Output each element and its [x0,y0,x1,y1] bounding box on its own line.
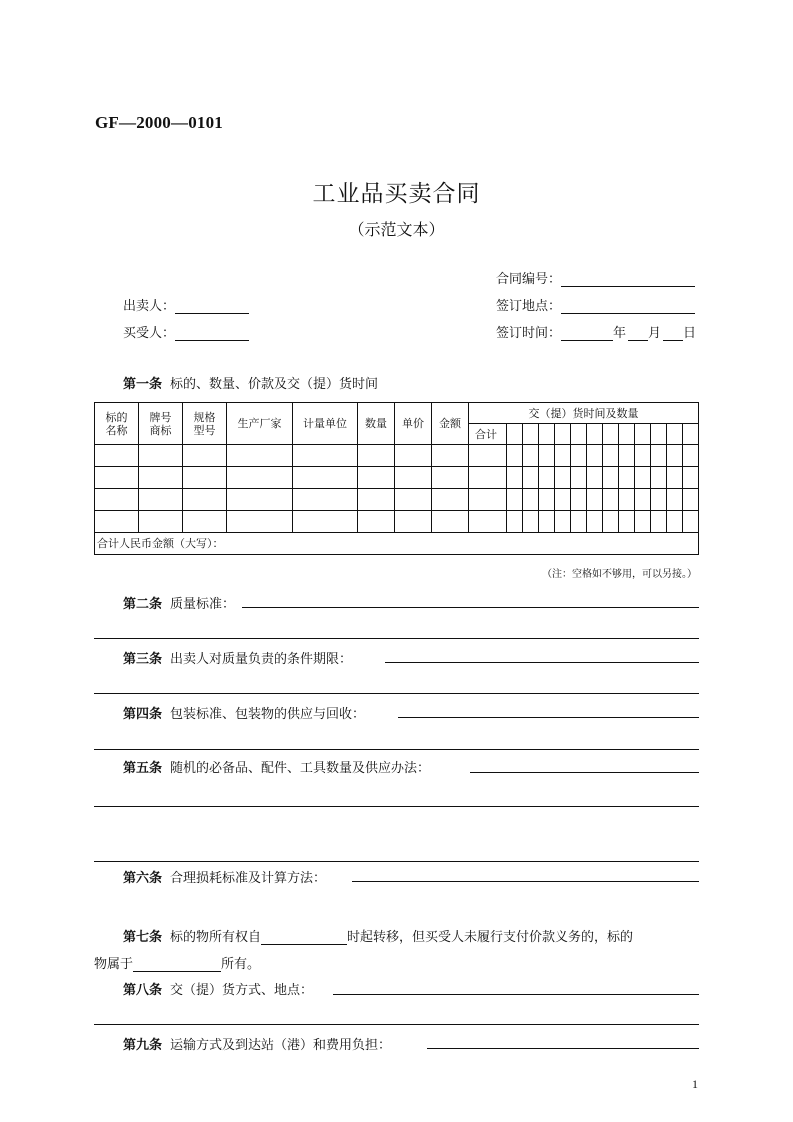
article-4-blank[interactable] [398,717,699,718]
header-qty: 数量 [358,403,395,445]
sign-time-field[interactable] [496,322,696,341]
date-cell[interactable] [555,424,571,445]
article-2-number: 第二条 [123,597,163,612]
table-cell[interactable] [507,511,523,533]
article-9-number: 第九条 [123,1038,163,1053]
date-cell[interactable] [571,424,587,445]
table-row [95,467,699,489]
table-row [95,445,699,467]
header-delivery: 交（提）货时间及数量 [469,403,699,424]
table-cell[interactable] [539,445,555,467]
table-cell[interactable] [227,511,293,533]
table-cell[interactable] [683,445,699,467]
seller-label: 出卖人： [123,299,176,314]
article-7-line-2 [94,953,260,972]
table-cell[interactable] [95,445,139,467]
table-cell[interactable] [667,489,683,511]
table-cell[interactable] [469,489,507,511]
contract-no-blank[interactable] [561,272,695,287]
table-cell[interactable] [95,511,139,533]
buyer-label: 买受人： [123,326,176,341]
table-cell[interactable] [539,489,555,511]
table-cell[interactable] [432,489,469,511]
page-number: 1 [692,1077,698,1091]
table-cell[interactable] [683,511,699,533]
table-cell[interactable] [651,511,667,533]
article-4 [123,703,365,722]
article-3-blank-line[interactable] [94,693,699,694]
table-cell[interactable] [432,511,469,533]
table-cell[interactable] [293,489,358,511]
table-cell[interactable] [95,489,139,511]
table-cell[interactable] [555,445,571,467]
article-3-number: 第三条 [123,652,163,667]
article-1 [123,373,378,392]
table-cell[interactable] [395,489,432,511]
table-cell[interactable] [587,467,603,489]
article-7 [123,926,633,945]
article-8-text: 交（提）货方式、地点： [170,983,314,998]
table-cell[interactable] [619,511,635,533]
table-cell[interactable] [587,511,603,533]
table-cell[interactable] [587,489,603,511]
table-cell[interactable] [539,511,555,533]
article-9-blank[interactable] [427,1048,699,1049]
table-row [95,511,699,533]
article-2 [123,593,235,612]
table-cell[interactable] [619,489,635,511]
table-cell[interactable] [358,445,395,467]
article-7-text-a: 标的物所有权自 [170,930,262,945]
table-cell[interactable] [571,511,587,533]
article-6 [123,867,326,886]
owner-blank[interactable] [133,957,221,972]
article-8 [123,979,313,998]
table-cell[interactable] [603,445,619,467]
table-cell[interactable] [523,511,539,533]
article-5-blank-line-2[interactable] [94,861,699,862]
article-5 [123,757,430,776]
header-price: 单价 [395,403,432,445]
article-9-text: 运输方式及到达站（港）和费用负担： [170,1038,392,1053]
header-spec: 规格 型号 [183,403,227,445]
table-cell[interactable] [555,489,571,511]
table-cell[interactable] [183,467,227,489]
article-4-blank-line[interactable] [94,749,699,750]
table-cell[interactable] [571,489,587,511]
table-cell[interactable] [619,445,635,467]
buyer-field[interactable] [123,322,249,341]
table-cell[interactable] [227,489,293,511]
table-cell[interactable] [358,511,395,533]
table-cell[interactable] [293,511,358,533]
header-brand: 牌号 商标 [139,403,183,445]
table-cell[interactable] [293,467,358,489]
month-label: 月 [648,326,662,341]
article-5-text: 随机的必备品、配件、工具数量及供应办法： [170,761,431,776]
date-cell[interactable] [539,424,555,445]
table-cell[interactable] [667,445,683,467]
article-7-number: 第七条 [123,930,163,945]
page-subtitle: （示范文本） [348,220,445,239]
table-cell[interactable] [683,489,699,511]
total-rmb-amount[interactable]: 合计人民币金额（大写）： [95,533,699,555]
sign-place-label: 签订地点： [496,299,562,314]
header-amount: 金额 [432,403,469,445]
article-7-text-b: 时起转移，但买受人未履行支付价款义务的，标的 [347,930,634,945]
date-cell[interactable] [683,424,699,445]
table-cell[interactable] [227,467,293,489]
article-7-text-c: 物属于 [94,957,134,972]
table-cell[interactable] [523,489,539,511]
article-2-blank-line[interactable] [94,638,699,639]
table-cell[interactable] [139,445,183,467]
table-cell[interactable] [507,445,523,467]
table-cell[interactable] [358,467,395,489]
table-cell[interactable] [523,445,539,467]
article-3 [123,648,352,667]
table-cell[interactable] [95,467,139,489]
date-cell[interactable] [667,424,683,445]
header-unit: 计量单位 [293,403,358,445]
table-cell[interactable] [635,489,651,511]
buyer-blank[interactable] [175,326,249,341]
table-cell[interactable] [619,467,635,489]
table-cell[interactable] [432,445,469,467]
table-cell[interactable] [507,489,523,511]
table-cell[interactable] [227,445,293,467]
article-4-number: 第四条 [123,707,163,722]
article-1-number: 第一条 [123,377,163,392]
table-cell[interactable] [603,489,619,511]
table-cell[interactable] [539,467,555,489]
article-3-blank[interactable] [385,662,699,663]
table-cell[interactable] [183,511,227,533]
article-8-blank-line[interactable] [94,1024,699,1025]
table-cell[interactable] [358,489,395,511]
sign-place-field[interactable] [496,295,695,314]
table-cell[interactable] [469,511,507,533]
contract-no-label: 合同编号： [496,272,562,287]
table-cell[interactable] [651,489,667,511]
contract-no-field[interactable] [496,268,695,287]
table-note: （注：空格如不够用，可以另接。） [542,569,697,580]
article-3-text: 出卖人对质量负责的条件期限： [170,652,353,667]
table-cell[interactable] [635,445,651,467]
header-maker: 生产厂家 [227,403,293,445]
header-total: 合计 [469,424,507,445]
transfer-time-blank[interactable] [261,930,347,945]
table-cell[interactable] [667,467,683,489]
year-blank[interactable] [561,326,613,341]
table-cell[interactable] [395,511,432,533]
date-cell[interactable] [619,424,635,445]
year-label: 年 [613,326,627,341]
day-blank[interactable] [663,326,683,341]
contract-code: GF—2000—0101 [95,113,224,132]
table-cell[interactable] [587,445,603,467]
table-cell[interactable] [139,489,183,511]
table-cell[interactable] [395,467,432,489]
article-5-blank[interactable] [470,772,699,773]
table-cell[interactable] [183,445,227,467]
table-cell[interactable] [523,467,539,489]
table-cell[interactable] [635,511,651,533]
table-cell[interactable] [683,467,699,489]
table-cell[interactable] [635,467,651,489]
table-cell[interactable] [603,511,619,533]
article-4-text: 包装标准、包装物的供应与回收： [170,707,366,722]
date-cell[interactable] [587,424,603,445]
article-2-text: 质量标准： [170,597,236,612]
article-9 [123,1034,391,1053]
table-cell[interactable] [651,445,667,467]
date-cell[interactable] [651,424,667,445]
page-title: 工业品买卖合同 [312,181,481,207]
date-cell[interactable] [507,424,523,445]
table-cell[interactable] [469,445,507,467]
table-cell[interactable] [651,467,667,489]
sign-place-blank[interactable] [561,299,695,314]
article-7-text-d: 所有。 [221,957,261,972]
table-cell[interactable] [139,511,183,533]
article-5-number: 第五条 [123,761,163,776]
month-blank[interactable] [628,326,648,341]
date-cell[interactable] [603,424,619,445]
table-cell[interactable] [469,467,507,489]
table-cell[interactable] [571,445,587,467]
table-cell[interactable] [183,489,227,511]
table-row [95,489,699,511]
article-6-number: 第六条 [123,871,163,886]
article-1-text: 标的、数量、价款及交（提）货时间 [170,377,379,392]
article-8-blank[interactable] [333,994,699,995]
article-6-text: 合理损耗标准及计算方法： [170,871,327,886]
header-name: 标的 名称 [95,403,139,445]
table-cell[interactable] [571,467,587,489]
seller-blank[interactable] [175,299,249,314]
sign-time-label: 签订时间： [496,326,562,341]
table-cell[interactable] [603,467,619,489]
table-cell[interactable] [507,467,523,489]
table-cell[interactable] [555,511,571,533]
date-cell[interactable] [635,424,651,445]
seller-field[interactable] [123,295,249,314]
article-2-blank[interactable] [242,607,699,608]
article-6-blank[interactable] [352,881,699,882]
table-cell[interactable] [667,511,683,533]
article-5-blank-line-1[interactable] [94,806,699,807]
table-cell[interactable] [555,467,571,489]
table-cell[interactable] [293,445,358,467]
table-cell[interactable] [139,467,183,489]
goods-table [94,402,699,555]
date-cell[interactable] [523,424,539,445]
table-cell[interactable] [432,467,469,489]
table-cell[interactable] [395,445,432,467]
day-label: 日 [683,326,697,341]
article-8-number: 第八条 [123,983,163,998]
